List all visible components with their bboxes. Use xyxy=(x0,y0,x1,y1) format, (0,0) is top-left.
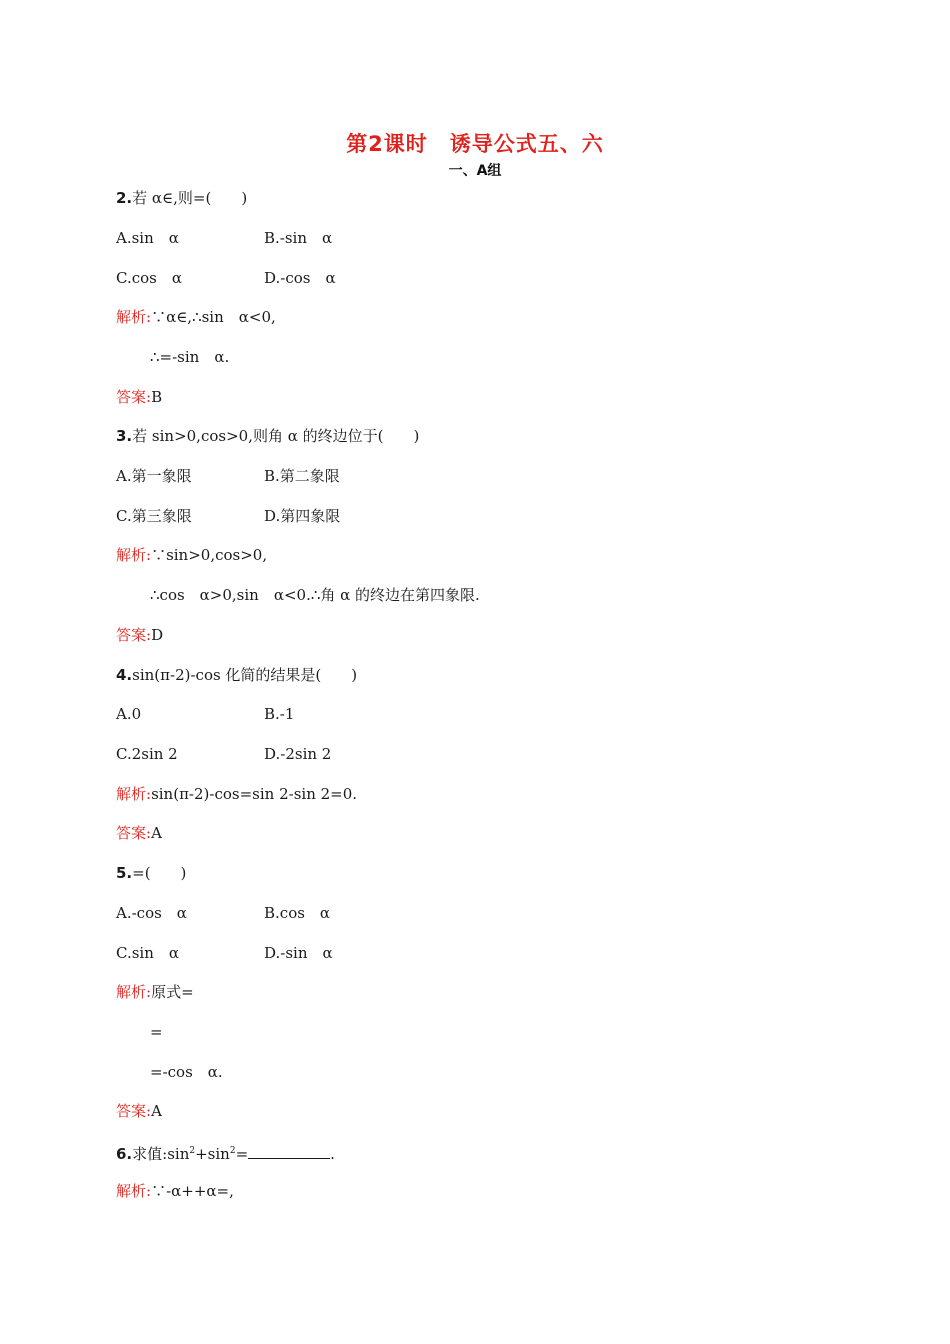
option-a: A.-cos α xyxy=(116,904,187,922)
option-c: C.cos α xyxy=(116,269,182,287)
question-4-analysis: 解析:sin(π-2)-cos=sin 2-sin 2=0. xyxy=(116,785,358,803)
page-title: 第2课时 诱导公式五、六 xyxy=(346,132,604,156)
answer-label: 答案: xyxy=(116,824,152,842)
question-3-answer: 答案:D xyxy=(116,626,164,644)
option-d: D.-sin α xyxy=(264,944,333,962)
option-c: C.sin α xyxy=(116,944,179,962)
option-a: A.sin α xyxy=(116,229,179,247)
option-b: B.-sin α xyxy=(264,229,333,247)
question-2-answer: 答案:B xyxy=(116,388,163,406)
question-5-analysis-line-3: =-cos α. xyxy=(150,1063,223,1081)
answer-label: 答案: xyxy=(116,1102,152,1120)
option-d: D.-2sin 2 xyxy=(264,745,332,763)
question-5-analysis-line-2: = xyxy=(150,1023,163,1041)
option-a: A.0 xyxy=(116,705,142,723)
question-5-options-row-2 xyxy=(116,943,333,963)
question-5-analysis: 解析:原式= xyxy=(116,983,194,1001)
question-3-analysis: 解析:∵sin>0,cos>0, xyxy=(116,546,268,564)
question-5-options-row-1 xyxy=(116,903,331,923)
option-b: B.cos α xyxy=(264,904,331,922)
question-5-stem: 5.=( ) xyxy=(116,864,187,882)
question-4-options-row-1 xyxy=(116,704,295,724)
analysis-label: 解析: xyxy=(116,1182,152,1200)
option-c: C.第三象限 xyxy=(116,507,192,525)
answer-blank xyxy=(248,1144,330,1159)
analysis-label: 解析: xyxy=(116,546,152,564)
question-3-options-row-2 xyxy=(116,506,341,526)
option-b: B.-1 xyxy=(264,705,295,723)
option-d: D.第四象限 xyxy=(264,507,341,525)
question-2-stem: 2.若 α∈,则=( ) xyxy=(116,189,248,207)
question-2-analysis-line-2: ∴=-sin α. xyxy=(150,348,230,366)
question-4-answer: 答案:A xyxy=(116,824,162,842)
question-3-options-row-1 xyxy=(116,466,340,486)
section-heading: 一、A组 xyxy=(448,163,502,179)
question-5-answer: 答案:A xyxy=(116,1102,162,1120)
option-a: A.第一象限 xyxy=(116,467,192,485)
analysis-label: 解析: xyxy=(116,785,152,803)
question-3-stem: 3.若 sin>0,cos>0,则角 α 的终边位于( ) xyxy=(116,427,420,445)
question-2-analysis: 解析:∵α∈,∴sin α<0, xyxy=(116,308,276,326)
question-6-stem: 6.求值$:\sin^2+\sin^2=$ . xyxy=(116,1145,335,1163)
analysis-label: 解析: xyxy=(116,308,152,326)
question-2-options-row-1 xyxy=(116,228,333,248)
answer-label: 答案: xyxy=(116,388,152,406)
question-3-analysis-line-2: ∴cos α>0,sin α<0.∴角 α 的终边在第四象限. xyxy=(150,586,480,604)
option-d: D.-cos α xyxy=(264,269,336,287)
answer-label: 答案: xyxy=(116,626,152,644)
question-4-stem: 4.sin(π-2)-cos 化简的结果是( ) xyxy=(116,666,358,684)
option-b: B.第二象限 xyxy=(264,467,340,485)
question-6-analysis: 解析:∵-α++α=, xyxy=(116,1182,234,1200)
question-4-options-row-2 xyxy=(116,744,332,764)
question-2-options-row-2 xyxy=(116,268,336,288)
analysis-label: 解析: xyxy=(116,983,152,1001)
option-c: C.2sin 2 xyxy=(116,745,178,763)
